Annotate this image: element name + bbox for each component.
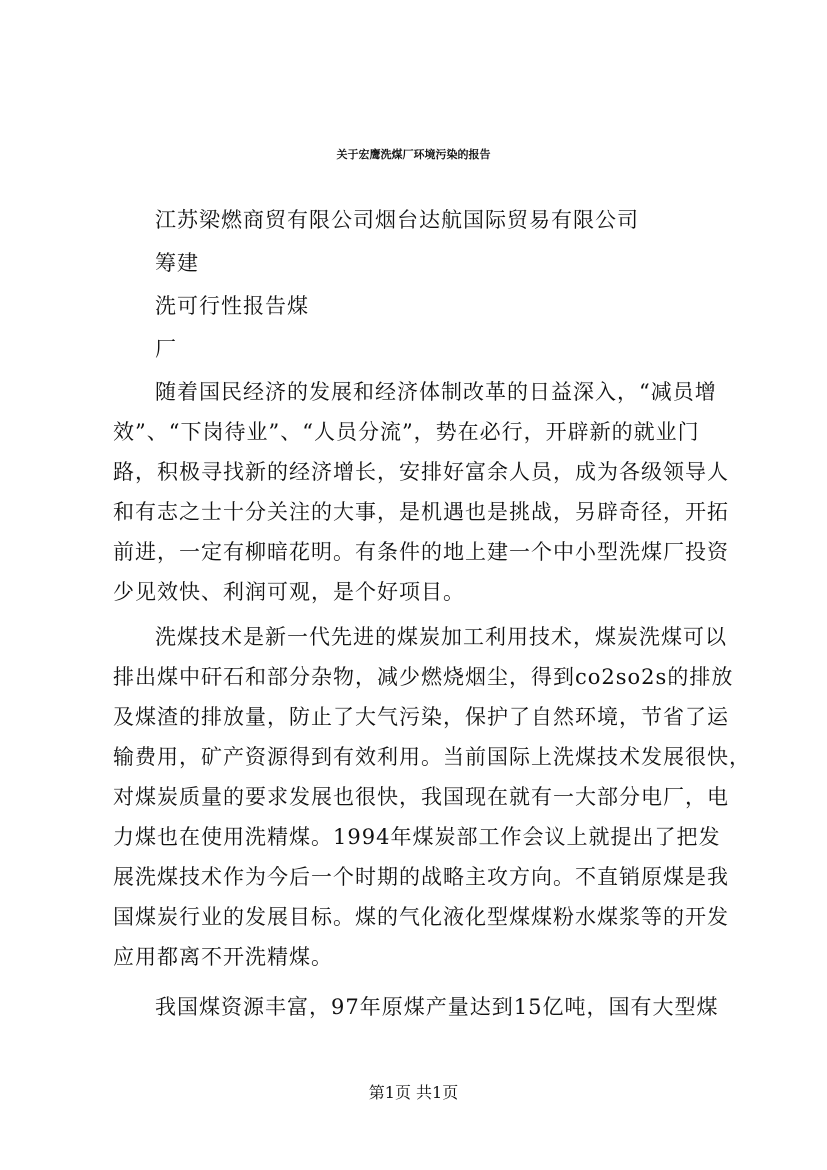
paragraph-line: 和有志之士十分关注的大事，是机遇也是挑战，另辟奇径，开拓 (113, 500, 729, 524)
paragraph-line: 输费用，矿产资源得到有效利用。当前国际上洗煤技术发展很快， (113, 745, 751, 769)
paragraph-line: 及煤渣的排放量，防止了大气污染，保护了自然环境，节省了运 (113, 705, 729, 729)
paragraph-line: 排出煤中矸石和部分杂物，减少燃烧烟尘，得到co2so2s的排放 (113, 665, 734, 689)
paragraph-line: 洗煤技术是新一代先进的煤炭加工利用技术，煤炭洗煤可以 (155, 625, 727, 649)
paragraph-line: 前进，一定有柳暗花明。有条件的地上建一个中小型洗煤厂投资 (113, 540, 729, 564)
paragraph-line: 应用都离不开洗精煤。 (113, 945, 333, 969)
paragraph-line: 对煤炭质量的要求发展也很快，我国现在就有一大部分电厂，电 (113, 785, 729, 809)
paragraph-line: 展洗煤技术作为今后一个时期的战略主攻方向。不直销原煤是我 (113, 865, 729, 889)
header-line: 筹建 (155, 251, 199, 275)
header-line: 厂 (155, 337, 177, 361)
paragraph-line: 效”、“下岗待业”、“人员分流”，势在必行，开辟新的就业门 (113, 420, 700, 444)
header-line: 洗可行性报告煤 (155, 294, 309, 318)
paragraph-line: 少见效快、利润可观，是个好项目。 (113, 580, 465, 604)
document-title: 关于宏鹰洗煤厂环境污染的报告 (336, 148, 491, 161)
paragraph-line: 随着国民经济的发展和经济体制改革的日益深入，“减员增 (155, 380, 717, 404)
paragraph-line: 力煤也在使用洗精煤。1994年煤炭部工作会议上就提出了把发 (113, 825, 721, 849)
page-footer: 第1页 共1页 (368, 1083, 459, 1102)
header-line: 江苏梁燃商贸有限公司烟台达航国际贸易有限公司 (155, 208, 639, 232)
paragraph-line: 路，积极寻找新的经济增长，安排好富余人员，成为各级领导人 (113, 460, 729, 484)
paragraph-line: 国煤炭行业的发展目标。煤的气化液化型煤煤粉水煤浆等的开发 (113, 905, 729, 929)
paragraph-line: 我国煤资源丰富，97年原煤产量达到15亿吨，国有大型煤 (155, 995, 719, 1019)
